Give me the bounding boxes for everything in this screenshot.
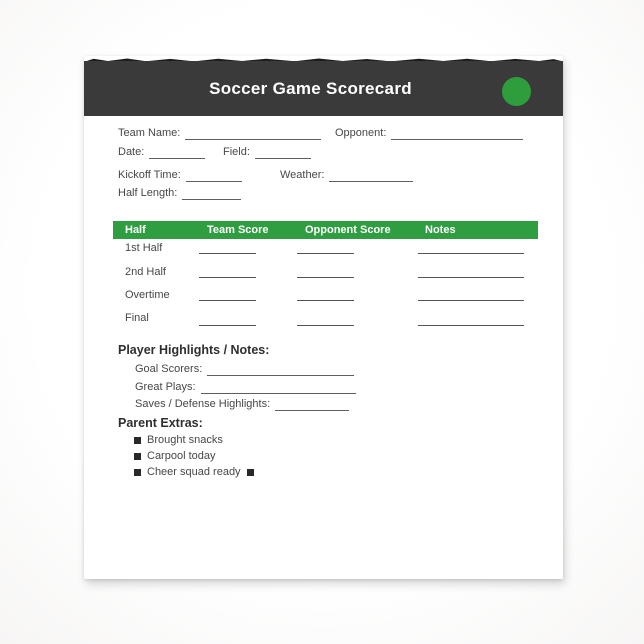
kickoff-time-blank-line xyxy=(186,169,242,182)
date-blank-line xyxy=(149,146,205,159)
column-half: Half xyxy=(125,224,146,236)
field-label: Field: xyxy=(223,146,250,158)
opponent-score-blank-line xyxy=(297,300,354,301)
great-plays-label: Great Plays: xyxy=(135,381,196,393)
row-label-final: Final xyxy=(125,312,149,324)
field-great-plays xyxy=(135,378,356,394)
extras-item-label: Carpool today xyxy=(147,450,216,462)
team-score-blank-line xyxy=(199,300,256,301)
opponent-score-blank-line xyxy=(297,277,354,278)
notepad xyxy=(84,56,563,579)
field-goal-scorers xyxy=(135,360,354,376)
half-length-label: Half Length: xyxy=(118,187,178,199)
field-weather xyxy=(280,166,413,182)
field-team-name xyxy=(118,124,321,140)
extras-item-label: Cheer squad ready xyxy=(147,466,241,478)
header-band xyxy=(84,61,563,116)
date-label: Date: xyxy=(118,146,145,158)
parent-extras-heading: Parent Extras: xyxy=(118,416,203,430)
row-label-2nd-half: 2nd Half xyxy=(125,266,166,278)
notes-blank-line xyxy=(418,277,524,278)
saves-defense-blank-line xyxy=(275,398,349,411)
opponent-blank-line xyxy=(391,127,523,140)
column-team-score: Team Score xyxy=(207,224,269,236)
filled-square-icon xyxy=(134,469,141,476)
team-score-blank-line xyxy=(199,277,256,278)
filled-square-icon xyxy=(134,437,141,444)
field-half-length xyxy=(118,184,241,200)
field-blank-line xyxy=(255,146,311,159)
column-notes: Notes xyxy=(425,224,456,236)
goal-scorers-label: Goal Scorers: xyxy=(135,363,203,375)
row-label-overtime: Overtime xyxy=(125,289,170,301)
page-title: Soccer Game Scorecard xyxy=(209,78,412,98)
row-label-1st-half: 1st Half xyxy=(125,242,163,254)
field-date xyxy=(118,143,205,159)
half-length-blank-line xyxy=(182,187,241,200)
notes-blank-line xyxy=(418,325,524,326)
score-table-header xyxy=(113,221,538,239)
team-score-blank-line xyxy=(199,325,256,326)
field-kickoff-time xyxy=(118,166,242,182)
extras-item-snacks xyxy=(134,434,223,446)
goal-scorers-blank-line xyxy=(207,363,354,376)
notes-blank-line xyxy=(418,300,524,301)
kickoff-time-label: Kickoff Time: xyxy=(118,169,181,181)
extras-item-carpool xyxy=(134,450,216,462)
field-field xyxy=(223,143,311,159)
great-plays-blank-line xyxy=(201,381,356,394)
team-name-blank-line xyxy=(185,127,321,140)
field-opponent xyxy=(335,124,523,140)
player-highlights-heading: Player Highlights / Notes: xyxy=(118,343,270,357)
opponent-score-blank-line xyxy=(297,253,354,254)
opponent-label: Opponent: xyxy=(335,127,387,139)
extras-item-label: Brought snacks xyxy=(147,434,223,446)
column-opponent-score: Opponent Score xyxy=(305,224,391,236)
extras-item-cheer-squad xyxy=(134,466,254,478)
notes-blank-line xyxy=(418,253,524,254)
filled-square-icon xyxy=(134,453,141,460)
weather-blank-line xyxy=(329,169,413,182)
saves-defense-label: Saves / Defense Highlights: xyxy=(135,398,271,410)
field-saves-defense xyxy=(135,395,349,411)
green-dot-icon xyxy=(502,77,531,106)
weather-label: Weather: xyxy=(280,169,325,181)
team-name-label: Team Name: xyxy=(118,127,181,139)
opponent-score-blank-line xyxy=(297,325,354,326)
filled-square-icon xyxy=(247,469,254,476)
team-score-blank-line xyxy=(199,253,256,254)
